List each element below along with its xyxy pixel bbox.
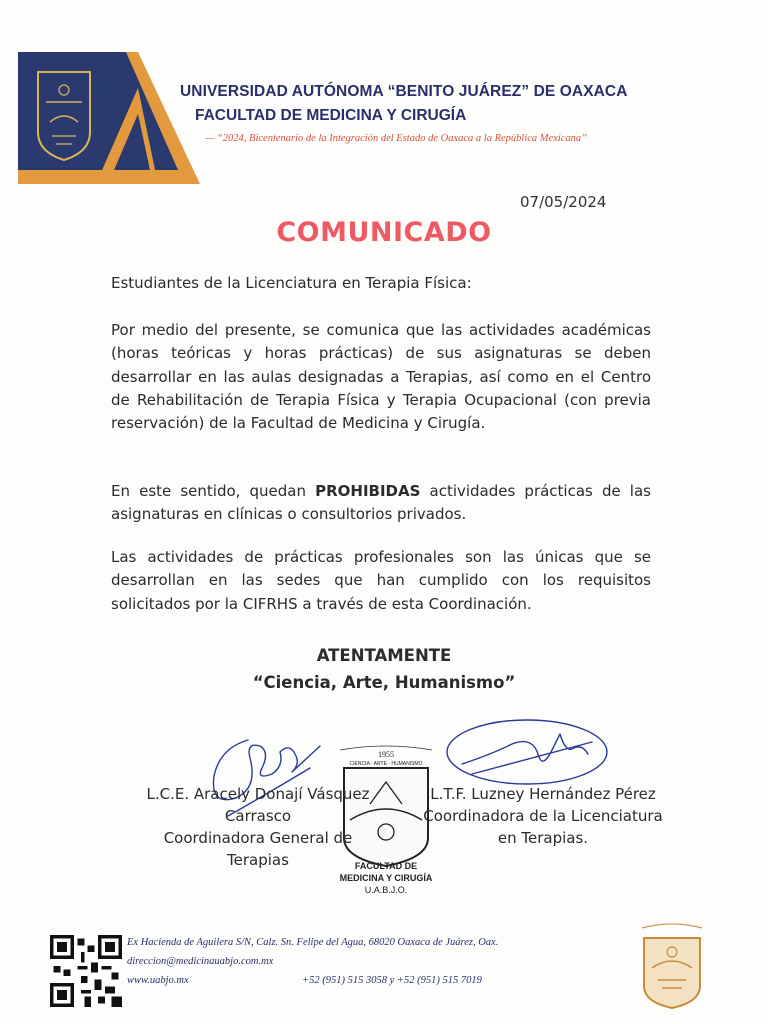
footer-phones: +52 (951) 515 3058 y +52 (951) 515 7019 <box>302 975 482 986</box>
left-signatory-name-1: L.C.E. Aracely Donají Vásquez <box>146 785 370 803</box>
left-signatory-name-2: Carrasco <box>224 807 292 825</box>
right-signatory-name: L.T.F. Luzney Hernández Pérez <box>430 785 656 803</box>
seal-line-3: U.A.B.J.O. <box>364 885 408 895</box>
faculty-logo-banner <box>18 52 200 184</box>
paragraph-1: Por medio del presente, se comunica que las actividades académicas (horas teóricas y horas prácticas) de sus asignaturas se deben desarrollar en las aulas designadas a Terapias, así como en el Centro de Rehabilitación de Terapia Física y Terapia Ocupacional (con previa reservación) de la Facultad de Medicina y Cirugía. <box>111 321 651 433</box>
qr-code-icon <box>50 935 122 1007</box>
prohibited-emphasis: PROHIBIDAS <box>315 482 421 500</box>
footer-website[interactable]: www.uabjo.mx <box>127 975 189 986</box>
right-signatory-role-2: en Terapias. <box>497 829 589 847</box>
seal-line-2: MEDICINA Y CIRUGÍA <box>339 873 433 883</box>
paragraph-2 <box>111 480 651 527</box>
seal-year: 1955 <box>378 750 394 759</box>
seal-line-1: FACULTAD DE <box>354 861 418 871</box>
paragraph-3: Las actividades de prácticas profesionales son las únicas que se desarrollan en las sedes que han cumplido con los requisitos solicitados por la CIFRHS a través de esta Coordinación. <box>111 548 651 613</box>
footer-email[interactable]: direccion@medicinauabjo.com.mx <box>127 956 274 967</box>
paragraph-2-start: En este sentido, quedan <box>111 482 316 500</box>
salutation: Estudiantes de la Licenciatura en Terapia Física: <box>111 274 472 292</box>
right-signatory-role-1: Coordinadora de la Licenciatura <box>423 807 663 825</box>
footer-crest-icon <box>636 920 708 1012</box>
document-date: 07/05/2024 <box>520 193 607 211</box>
left-signatory <box>108 783 408 871</box>
seal-motto: CIENCIA · ARTE · HUMANISMO <box>349 761 423 767</box>
university-crest-icon <box>38 72 90 160</box>
document-title: COMUNICADO <box>276 217 492 248</box>
paragraph-2-end: actividades prácticas de las asignaturas en clínicas o consultorios privados. <box>111 482 651 524</box>
closing: ATENTAMENTE <box>316 646 452 665</box>
faculty-name: FACULTAD DE MEDICINA Y CIRUGÍA <box>195 107 467 124</box>
university-name: UNIVERSIDAD AUTÓNOMA “BENITO JUÁREZ” DE OAXACA <box>180 83 628 100</box>
institutional-motto: “Ciencia, Arte, Humanismo” <box>252 673 516 692</box>
right-signatory <box>398 783 688 849</box>
right-signature-icon <box>442 714 612 794</box>
footer-address: Ex Hacienda de Aguilera S/N, Calz. Sn. Felipe del Agua, 68020 Oaxaca de Juárez, Oax. <box>127 937 499 948</box>
left-signatory-role-1: Coordinadora General de <box>163 829 353 847</box>
year-motto: — “2024, Bicentenario de la Integración del Estado de Oaxaca a la República Mexicana” <box>205 133 588 144</box>
left-signatory-role-2: Terapias <box>227 851 289 869</box>
